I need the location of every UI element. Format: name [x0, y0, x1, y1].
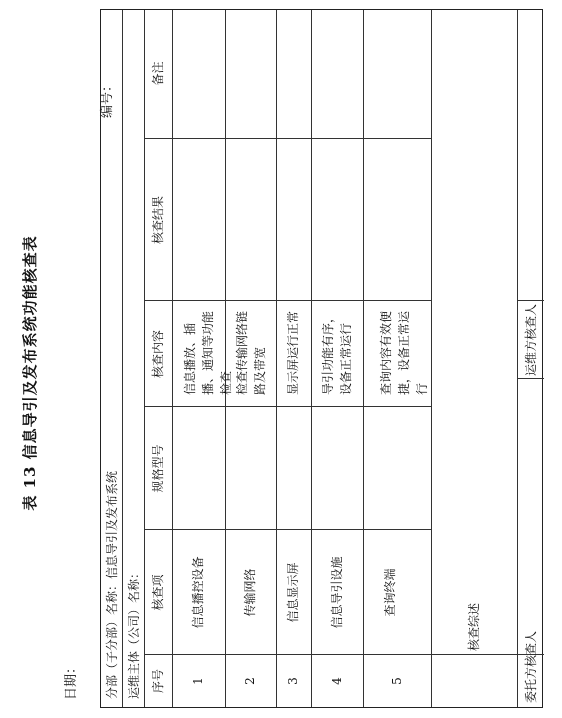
header-note: 备注 — [151, 61, 165, 86]
row-2-item: 传输网络 — [243, 568, 257, 617]
row-divider — [517, 10, 518, 707]
client-checker-label: 委托方核查人 — [524, 630, 538, 703]
row-divider — [276, 10, 277, 707]
col-divider — [431, 654, 517, 655]
row-5-no: 5 — [390, 677, 404, 685]
row-divider — [431, 10, 432, 707]
row-3-no: 3 — [286, 677, 300, 685]
col-divider — [144, 138, 431, 139]
row-4-item: 信息导引设施 — [330, 556, 344, 629]
header-spec: 规格型号 — [151, 444, 165, 493]
row-1-no: 1 — [191, 677, 205, 685]
row-divider — [172, 10, 173, 707]
col-divider — [144, 406, 431, 407]
header-content: 核查内容 — [151, 330, 165, 379]
summary-label: 核查综述 — [467, 602, 481, 651]
header-no: 序号 — [151, 669, 165, 694]
branch-name: 分部（子分部）名称：信息导引及发布系统 — [105, 470, 119, 699]
page-title: 表 13 信息导引及发布系统功能核查表 — [21, 235, 39, 511]
date-label: 日期： — [64, 660, 79, 700]
row-1-item: 信息播控设备 — [191, 556, 205, 629]
check-table — [100, 9, 543, 708]
row-divider — [363, 10, 364, 707]
header-result: 核查结果 — [151, 196, 165, 245]
row-divider — [144, 10, 145, 707]
row-5-item: 查询终端 — [383, 568, 397, 617]
operator-checker-label: 运维方核查人 — [524, 304, 538, 377]
row-divider — [311, 10, 312, 707]
row-5-content: 查询内容有效便捷，设备正常运行 — [379, 310, 429, 395]
row-1-content: 信息播放、插播、通知等功能检查 — [183, 310, 233, 395]
row-3-content: 显示屏运行正常 — [286, 310, 300, 395]
row-4-no: 4 — [330, 677, 344, 685]
row-divider — [122, 10, 123, 707]
col-divider — [144, 300, 431, 301]
code-label: 编号： — [100, 78, 115, 118]
row-2-content: 检查传输网络链路及带宽 — [235, 310, 267, 395]
operator-name: 运维主体（公司）名称： — [127, 566, 141, 699]
row-4-content: 导引功能有序，设备正常运行 — [321, 310, 353, 395]
header-item: 核查项 — [151, 574, 165, 611]
row-2-no: 2 — [243, 677, 257, 685]
row-3-item: 信息显示屏 — [286, 562, 300, 623]
